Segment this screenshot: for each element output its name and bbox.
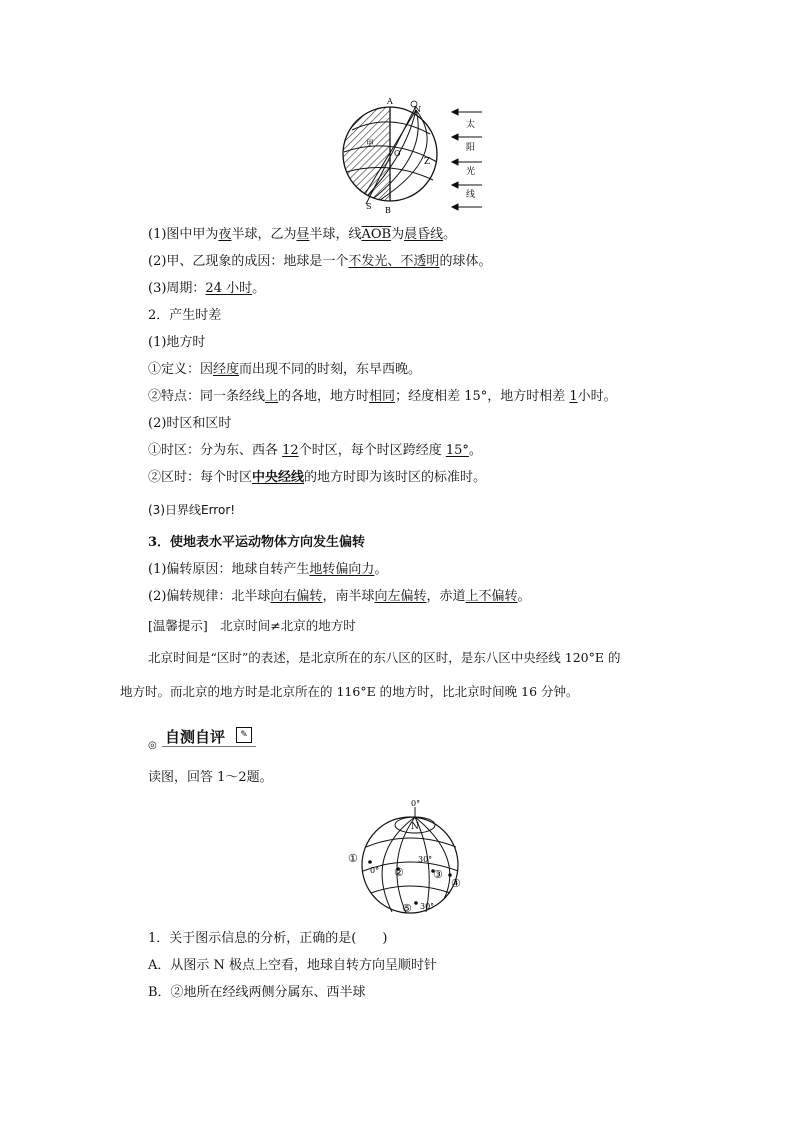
label-n: N <box>414 105 421 114</box>
sunlight-char-4: 线 <box>466 190 476 200</box>
warm-tip-body-2: 地方时。而北京的地方时是北京所在的 116°E 的地方时，比北京时间晚 16 分钟。 <box>120 684 579 699</box>
section-intro: 读图，回答 1～2题。 <box>148 770 273 785</box>
label-b: B <box>385 206 391 215</box>
label-s: S <box>366 202 372 211</box>
line-characteristics: ②特点：同一条经线上的各地，地方时相同；经度相差 15°，地方时相差 1小时。 <box>148 389 617 404</box>
label-a: A <box>387 97 393 106</box>
self-test-header <box>148 726 268 752</box>
label-point-5: ⑤ <box>402 902 412 915</box>
label-top-0: 0° <box>411 799 421 808</box>
label-point-1: ① <box>348 852 358 865</box>
heading-time-zones: (2)时区和区时 <box>148 416 232 431</box>
label-z: Z <box>424 157 431 167</box>
label-point-3: ③ <box>433 868 443 881</box>
warm-tip-body-1: 北京时间是“区时”的表述，是北京所在的东八区的区时，是东八区中央经线 120°E 的 <box>148 650 621 665</box>
heading-time-difference: 2．产生时差 <box>148 308 222 323</box>
section-title: 自测自评 <box>165 728 226 746</box>
label-point-4: ④ <box>451 877 461 890</box>
label-point-2: ② <box>394 866 404 879</box>
day-night-globe-figure <box>330 92 490 218</box>
question-1-stem: 1．关于图示信息的分析，正确的是( ) <box>148 931 388 946</box>
warm-tip-heading: [温馨提示] 北京时间≠北京的地方时 <box>148 618 356 633</box>
bullet-icon: ◎ <box>148 740 157 751</box>
question-1-option-a: A．从图示 N 极点上空看，地球自转方向呈顺时针 <box>148 958 438 973</box>
question-1-option-b: B．②地所在经线两侧分属东、西半球 <box>148 985 366 1000</box>
line-night-day-hemisphere: (1)图中甲为夜半球，乙为昼半球，线AOB为晨昏线。 <box>148 227 457 242</box>
globe-grid-figure <box>340 795 480 915</box>
heading-local-time: (1)地方时 <box>148 335 206 350</box>
line-time-zone: ①时区：分为东、西各 12个时区，每个时区跨经度 15°。 <box>148 443 482 458</box>
heading-deflection: 3．使地表水平运动物体方向发生偏转 <box>148 535 366 550</box>
line-definition: ①定义：因经度而出现不同的时刻，东早西晚。 <box>148 362 422 377</box>
line-cause: (2)甲、乙现象的成因：地球是一个不发光、不透明的球体。 <box>148 254 492 269</box>
line-zone-time: ②区时：每个时区中央经线的地方时即为该时区的标准时。 <box>148 470 487 485</box>
label-0-deg: 0° <box>370 866 380 875</box>
label-30-north: 30° <box>418 855 433 864</box>
sunlight-char-3: 光 <box>466 167 476 177</box>
line-deflection-cause: (1)偏转原因：地球自转产生地转偏向力。 <box>148 562 388 577</box>
line-deflection-rule: (2)偏转规律：北半球向右偏转，南半球向左偏转，赤道上不偏转。 <box>148 589 531 604</box>
line-period: (3)周期：24 小时。 <box>148 281 266 296</box>
label-o: O <box>394 149 401 158</box>
label-jia: 甲 <box>366 139 374 148</box>
pencil-icon: ✎ <box>236 727 252 743</box>
sunlight-char-1: 太 <box>466 120 476 130</box>
line-date-line: (3)日界线Error! <box>148 503 236 517</box>
label-30-south: 30° <box>420 902 435 911</box>
label-north-pole: N <box>411 822 419 832</box>
sunlight-char-2: 阳 <box>466 143 476 153</box>
